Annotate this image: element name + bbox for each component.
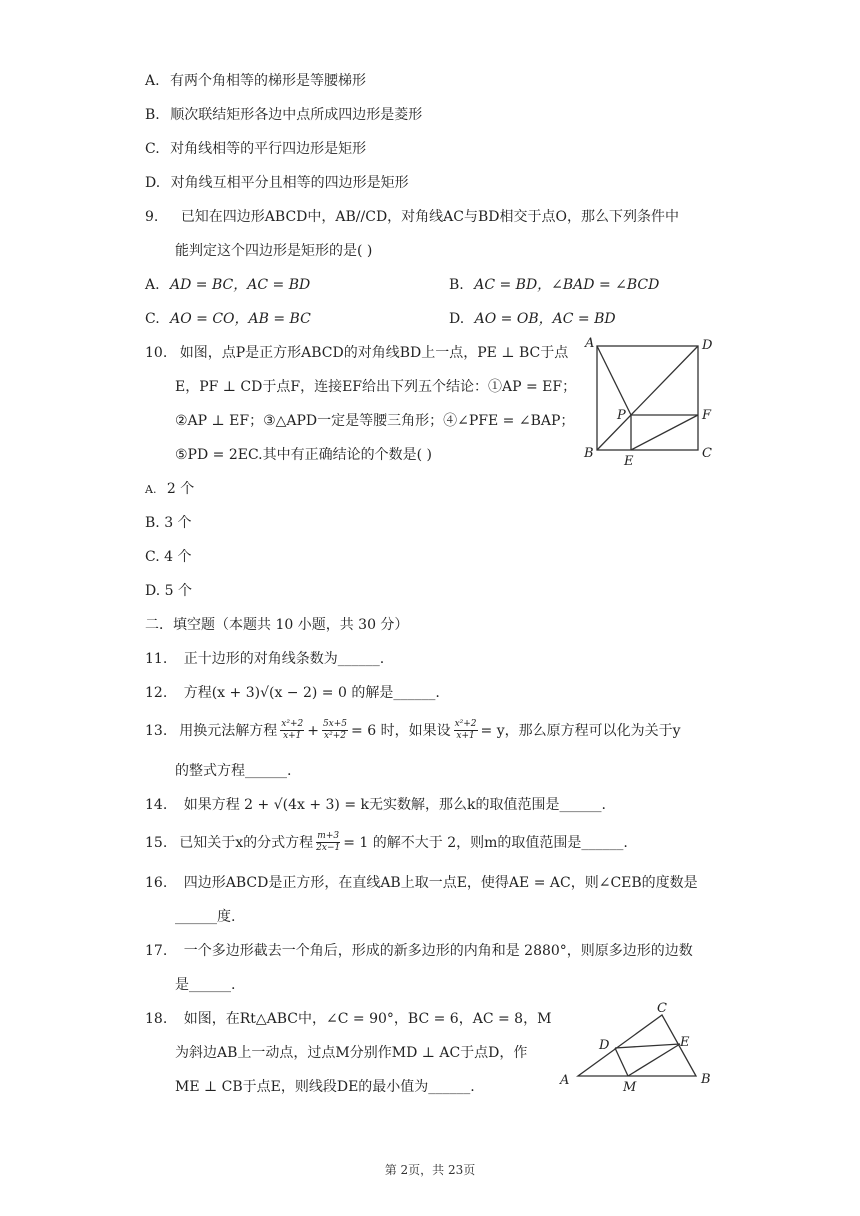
option-text: 有两个角相等的梯形是等腰梯形 xyxy=(170,73,367,89)
question-text: 四边形ABCD是正方形，在直线AB上取一点E，使得AE = AC，则∠CEB的度数是 xyxy=(183,875,698,891)
option-label: C. xyxy=(145,311,160,327)
q10-stem-line2: E，PF ⊥ CD于点F，连接EF给出下列五个结论：①AP = EF； xyxy=(175,379,577,395)
option-label: B. xyxy=(449,277,464,293)
q9-option-d xyxy=(449,309,616,329)
label-c: C xyxy=(657,1001,667,1016)
q8-option-b xyxy=(145,105,422,125)
question-number: 13. xyxy=(145,722,168,739)
option-text: 3 个 xyxy=(164,515,192,531)
question-number: 12. xyxy=(145,685,168,701)
option-text: 5 个 xyxy=(164,583,192,599)
q10-option-b xyxy=(145,513,192,533)
q18-triangle-figure xyxy=(556,998,721,1098)
q10-square-figure xyxy=(580,333,720,469)
option-label: A. xyxy=(145,483,157,496)
q12 xyxy=(145,683,440,703)
segment-ap xyxy=(597,346,631,415)
option-label: D. xyxy=(449,311,465,327)
question-number: 9. xyxy=(145,209,159,225)
q8-option-d xyxy=(145,173,409,193)
q10-option-d xyxy=(145,581,192,601)
q13-stem-line1 xyxy=(145,719,681,742)
option-text: AC = BD，∠BAD = ∠BCD xyxy=(474,277,660,293)
option-text: 对角线相等的平行四边形是矩形 xyxy=(170,141,367,157)
fraction-3 xyxy=(454,719,478,742)
question-text: 方程(x + 3)√(x − 2) = 0 的解是______. xyxy=(183,685,440,701)
fraction-numerator: m+3 xyxy=(317,831,340,841)
q14 xyxy=(145,795,606,815)
label-e: E xyxy=(624,454,634,469)
segment-me xyxy=(628,1044,680,1076)
option-label: A. xyxy=(145,277,160,293)
option-text: 顺次联结矩形各边中点所成四边形是菱形 xyxy=(170,107,423,123)
fraction-numerator: 5x+5 xyxy=(322,719,348,729)
label-p: P xyxy=(617,408,626,423)
fraction-numerator: x²+2 xyxy=(281,719,304,729)
question-text-pre: 已知关于x的分式方程 xyxy=(179,834,314,851)
fraction-denominator: x²+2 xyxy=(324,731,346,741)
question-text: 如图，在Rt△ABC中，∠C = 90°，BC = 6，AC = 8，M xyxy=(183,1011,552,1027)
option-text: 4 个 xyxy=(164,549,192,565)
question-text: 如图，点P是正方形ABCD的对角线BD上一点，PE ⊥ BC于点 xyxy=(179,345,569,361)
page-footer: 第 2页，共 23页 xyxy=(384,1163,476,1177)
label-a: A xyxy=(560,1073,570,1088)
option-text: AO = OB，AC = BD xyxy=(474,311,616,327)
option-text: AD = BC，AC = BD xyxy=(170,277,311,293)
q11 xyxy=(145,649,384,669)
fraction-numerator: x²+2 xyxy=(454,719,477,729)
fraction xyxy=(316,831,340,854)
question-text: 正十边形的对角线条数为______. xyxy=(183,651,385,667)
label-b: B xyxy=(701,1072,711,1087)
option-text: 对角线互相平分且相等的四边形是矩形 xyxy=(170,175,409,191)
label-d: D xyxy=(702,338,713,353)
question-number: 18. xyxy=(145,1011,168,1027)
plus-sign: + xyxy=(307,722,319,739)
q10-option-a xyxy=(145,479,194,500)
segment-de xyxy=(615,1044,680,1048)
question-number: 15. xyxy=(145,834,168,851)
label-e: E xyxy=(680,1035,690,1050)
q10-option-c xyxy=(145,547,191,567)
q16-stem-line1 xyxy=(145,873,698,893)
question-number: 16. xyxy=(145,875,168,891)
option-label: A. xyxy=(145,73,160,89)
fraction-denominator: x+1 xyxy=(456,731,475,741)
segment-md xyxy=(615,1048,628,1076)
q17-stem-line2: 是______. xyxy=(175,977,236,993)
q10-stem-line3: ②AP ⊥ EF；③△APD一定是等腰三角形；④∠PFE = ∠BAP； xyxy=(175,413,575,429)
diagonal-bd xyxy=(597,346,698,450)
q10-stem-line4: ⑤PD = 2EC.其中有正确结论的个数是( ) xyxy=(175,447,432,463)
q9-stem-line1 xyxy=(145,207,679,227)
label-m: M xyxy=(623,1080,637,1095)
question-text-post: = 1 的解不大于 2，则m的取值范围是______. xyxy=(343,834,628,851)
option-label: D. xyxy=(145,583,161,599)
q18-stem-line3: ME ⊥ CB于点E，则线段DE的最小值为______. xyxy=(175,1079,475,1095)
question-text-pre: 用换元法解方程 xyxy=(179,722,278,739)
q15 xyxy=(145,831,628,854)
option-label: C. xyxy=(145,141,160,157)
question-number: 10. xyxy=(145,345,168,361)
question-text: 一个多边形截去一个角后，形成的新多边形的内角和是 2880°，则原多边形的边数 xyxy=(183,943,693,959)
label-a: A xyxy=(585,336,595,351)
q9-option-c xyxy=(145,309,311,329)
q9-option-b xyxy=(449,275,659,295)
question-text-mid: = 6 时，如果设 xyxy=(351,722,451,739)
q18-stem-line1 xyxy=(145,1009,551,1029)
question-number: 17. xyxy=(145,943,168,959)
section-heading: 二．填空题（本题共 10 小题，共 30 分） xyxy=(145,617,409,633)
question-text: 已知在四边形ABCD中，AB//CD，对角线AC与BD相交于点O，那么下列条件中 xyxy=(180,209,679,225)
fraction-1 xyxy=(280,719,304,742)
label-c: C xyxy=(702,446,712,461)
label-d: D xyxy=(599,1038,610,1053)
question-number: 11. xyxy=(145,651,168,667)
q8-option-a xyxy=(145,71,366,91)
fraction-denominator: x+1 xyxy=(283,731,302,741)
fraction-denominator: 2x−1 xyxy=(316,843,341,853)
question-text: 如果方程 2 + √(4x + 3) = k无实数解，那么k的取值范围是______. xyxy=(183,797,606,813)
question-text-post: = y，那么原方程可以化为关于y xyxy=(480,722,681,739)
option-label: C. xyxy=(145,549,160,565)
segment-ef xyxy=(631,415,698,450)
question-number: 14. xyxy=(145,797,168,813)
option-label: B. xyxy=(145,107,160,123)
option-text: 2 个 xyxy=(166,481,195,497)
q8-option-c xyxy=(145,139,366,159)
q18-stem-line2: 为斜边AB上一动点，过点M分别作MD ⊥ AC于点D，作 xyxy=(175,1045,528,1061)
q10-stem-line1 xyxy=(145,343,568,363)
option-label: D. xyxy=(145,175,161,191)
q17-stem-line1 xyxy=(145,941,693,961)
option-text: AO = CO，AB = BC xyxy=(170,311,311,327)
q9-stem-line2: 能判定这个四边形是矩形的是( ) xyxy=(175,243,373,259)
q9-option-a xyxy=(145,275,310,295)
q13-stem-line2: 的整式方程______. xyxy=(175,763,292,779)
option-label: B. xyxy=(145,515,160,531)
q16-stem-line2: ______度. xyxy=(175,909,236,925)
label-f: F xyxy=(702,408,712,423)
fraction-2 xyxy=(322,719,348,742)
label-b: B xyxy=(584,446,594,461)
